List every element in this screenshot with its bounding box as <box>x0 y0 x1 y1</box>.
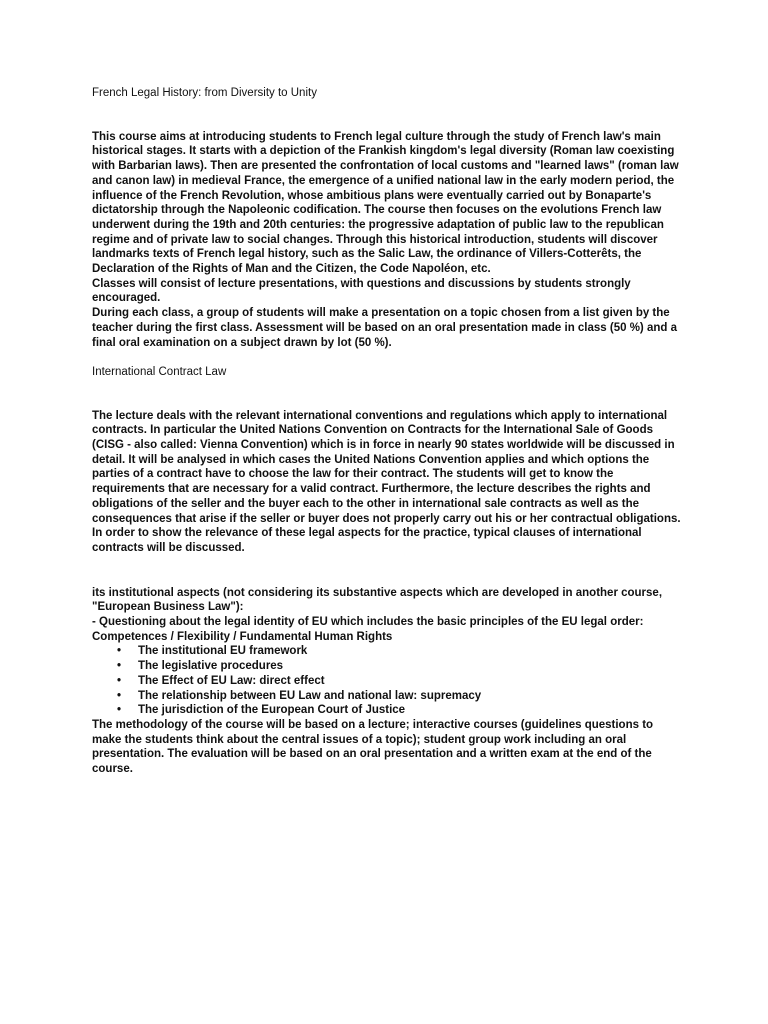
bullet-icon: • <box>117 645 122 658</box>
eu-methodology-paragraph: The methodology of the course will be based on a lecture; interactive courses (guidelines questions to make the students think about the central issues of a topic); student group work including an oral presentation. The evaluation will be based on an oral presentation and a written exam at the end of the course. <box>92 719 654 776</box>
bullet-icon: • <box>117 674 122 687</box>
bullet-icon: • <box>117 660 122 673</box>
spacer <box>92 556 682 586</box>
list-item <box>92 703 682 718</box>
bullet-icon: • <box>117 704 122 717</box>
spacer <box>92 350 682 365</box>
spacer <box>92 101 682 130</box>
section-title-international-contract-law: International Contract Law <box>92 365 227 378</box>
list-item-text: The relationship between EU Law and national law: supremacy <box>138 689 482 702</box>
eu-legal-identity-line: - Questioning about the legal identity of EU which includes the basic principles of the EU legal order: <box>92 616 644 629</box>
list-item-text: The jurisdiction of the European Court of Justice <box>138 704 406 717</box>
bullet-icon: • <box>117 689 122 702</box>
list-item <box>92 674 682 689</box>
document-page <box>92 86 682 777</box>
french-legal-history-paragraph-3: During each class, a group of students will make a presentation on a topic chosen from a list given by the teacher during the first class. Assessment will be based on an oral presentation made in class (50 %) and a final oral examination on a subject drawn by lot (50 %). <box>92 307 677 349</box>
list-item <box>92 644 682 659</box>
eu-institutional-intro: its institutional aspects (not considering its substantive aspects which are developed in another course, "European Business Law"): <box>92 586 663 614</box>
spacer <box>92 380 682 409</box>
eu-competences-line: Competences / Flexibility / Fundamental Human Rights <box>92 630 393 643</box>
section-title-french-legal-history: French Legal History: from Diversity to Unity <box>92 87 317 99</box>
list-item-text: The Effect of EU Law: direct effect <box>138 674 325 687</box>
list-item <box>92 689 682 704</box>
french-legal-history-paragraph-2: Classes will consist of lecture presentations, with questions and discussions by students strongly encouraged. <box>92 277 631 305</box>
international-contract-law-paragraph: The lecture deals with the relevant international conventions and regulations which apply to international contracts. In particular the United Nations Convention on Contracts for the International Sale of Goods (CISG - also called: Vienna Convention) which is in force in nearly 90 states worldwide will be discussed in detail. It will be analysed in which cases the United Nations Convention applies and which options the parties of a contract have to choose the law for their contract. The students will get to know the requirements that are necessary for a valid contract. Furthermore, the lecture describes the rights and obligations of the seller and the buyer each to the other in international sale contracts as well as the consequences that arise if the seller or buyer does not properly carry out his or her contractual obligations. In order to show the relevance of these legal aspects for the practice, typical clauses of international contracts will be discussed. <box>92 409 681 554</box>
eu-topics-list <box>92 644 682 718</box>
list-item-text: The legislative procedures <box>138 660 284 673</box>
french-legal-history-paragraph-1: This course aims at introducing students to French legal culture through the study of French law's main historical stages. It starts with a depiction of the Frankish kingdom's legal diversity (Roman law coexisting with Barbarian laws). Then are presented the confrontation of local customs and "learned laws" (roman law and canon law) in medieval France, the emergence of a unified national law in the early modern period, the influence of the French Revolution, whose ambitious plans were eventually carried out by Bonaparte's dictatorship through the Napoleonic codification. The course then focuses on the evolutions French law underwent during the 19th and 20th centuries: the progressive adaptation of public law to the republican regime and of private law to social changes. Through this historical introduction, students will discover landmarks texts of French legal history, such as the Salic Law, the ordinance of Villers-Cotterêts, the Declaration of the Rights of Man and the Citizen, the Code Napoléon, etc. <box>92 130 679 276</box>
list-item <box>92 659 682 674</box>
list-item-text: The institutional EU framework <box>138 645 308 658</box>
